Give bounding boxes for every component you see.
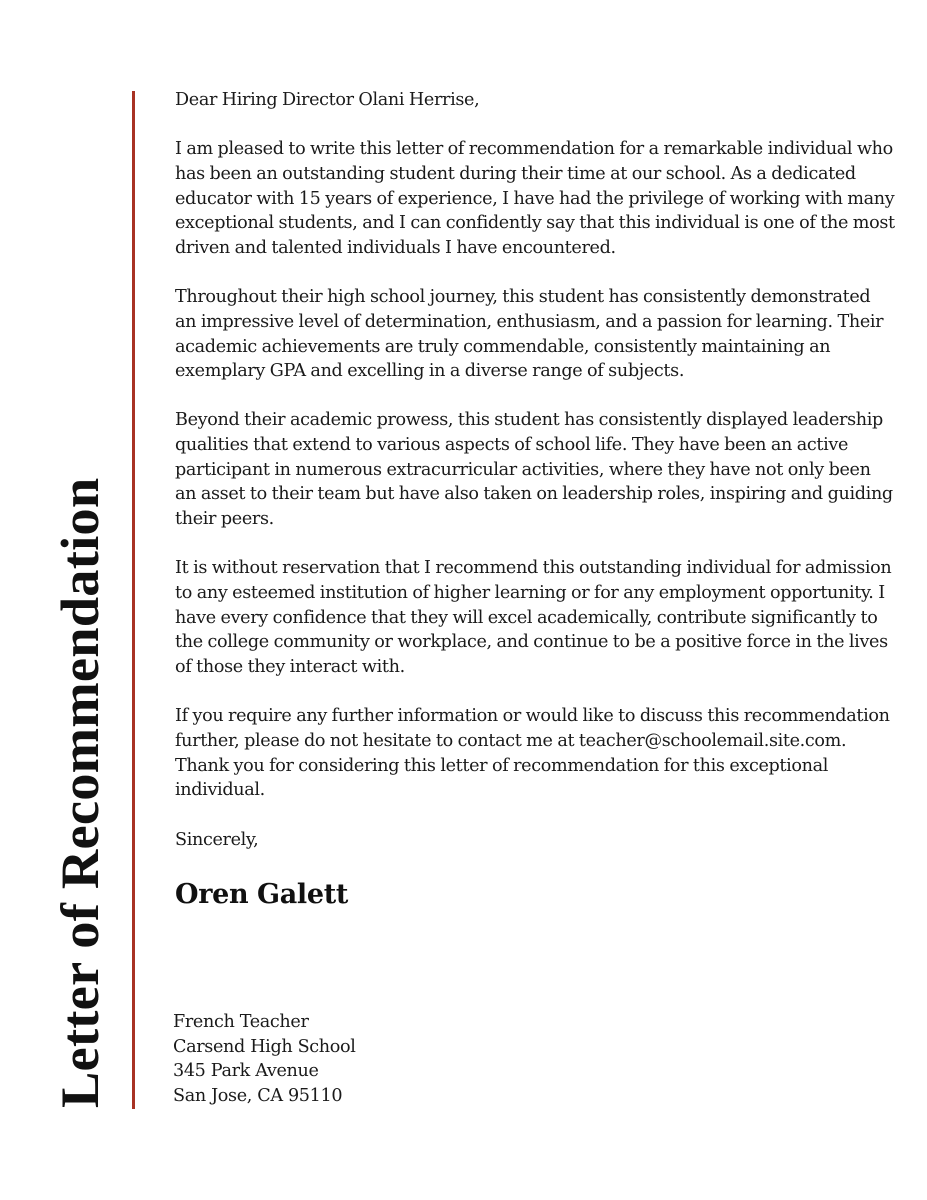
signer-name: Oren Galett [175, 878, 349, 910]
paragraph-introduction: I am pleased to write this letter of recommendation for a remarkable individual who has been an outstanding student during their time at our school. As a dedicated educator with 15 years of experience, I have had the privilege of working with many exceptional students, and I can confidently say that this individual is one of the most driven and talented individuals I have encountered. [175, 139, 895, 258]
signature-block [173, 1010, 356, 1108]
paragraph-endorsement: It is without reservation that I recommend this outstanding individual for admission to any esteemed institution of higher learning or for any employment opportunity. I have every confidence that they will excel academically, contribute significantly to the college community or workplace, and continue to be a positive force in the lives of those they interact with. [175, 558, 892, 678]
paragraph-leadership: Beyond their academic prowess, this student has consistently displayed leadership qualities that extend to various aspects of school life. They have been an active participant in numerous extracurricular activities, where they have not only been an asset to their team but have also taken on leadership roles, inspiring and guiding their peers. [175, 410, 893, 530]
signer-school: Carsend High School [173, 1036, 356, 1057]
signer-address: 345 Park Avenue [173, 1061, 319, 1082]
vertical-document-title: Letter of Recommendation [49, 477, 110, 1108]
paragraph-academics: Throughout their high school journey, this student has consistently demonstrated an impressive level of determination, enthusiasm, and a passion for learning. Their academic achievements are truly commendable, consistently maintaining an exemplary GPA and excelling in a diverse range of subjects. [175, 287, 884, 382]
letter-body [175, 88, 895, 913]
closing: Sincerely, [175, 829, 259, 850]
salutation: Dear Hiring Director Olani Herrise, [175, 90, 480, 110]
signer-title: French Teacher [173, 1012, 309, 1032]
signer-city-state-zip: San Jose, CA 95110 [173, 1085, 343, 1106]
paragraph-contact: If you require any further information or would like to discuss this recommendation further, please do not hesitate to contact me at teacher@schoolemail.site.com. Thank you for considering this letter of recommendation for this exceptional individual. [175, 706, 890, 801]
accent-divider-line [132, 91, 135, 1109]
